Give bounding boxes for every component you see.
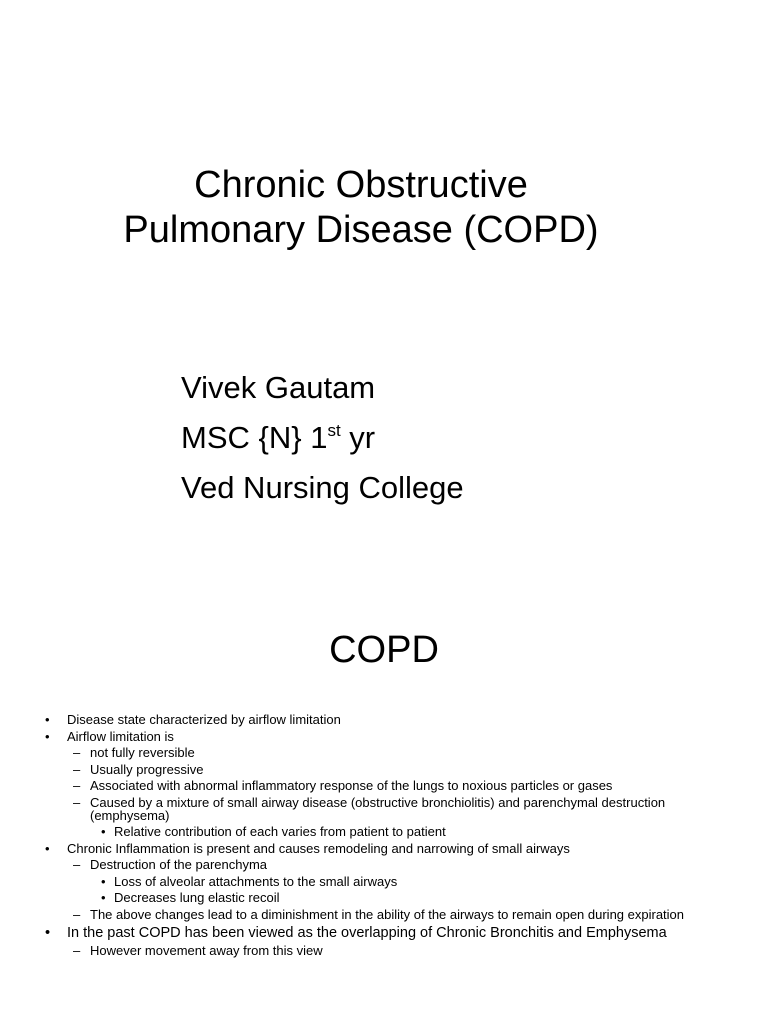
- copd-bullet-list: [0, 712, 768, 959]
- list-item-text: Chronic Inflammation is present and causes remodeling and narrowing of small airways: [67, 840, 570, 856]
- list-item: [0, 745, 768, 762]
- list-item: [0, 924, 768, 943]
- list-item: [0, 907, 768, 924]
- list-item: [0, 795, 768, 824]
- list-item-text: Loss of alveolar attachments to the small airways: [114, 873, 398, 889]
- list-item-text: However movement away from this view: [90, 942, 323, 958]
- list-item: [0, 874, 768, 891]
- bullet-marker: •: [45, 728, 50, 744]
- dash-marker: –: [73, 942, 81, 958]
- degree-suffix: yr: [340, 420, 376, 455]
- slide-title-line-2: Pulmonary Disease (COPD): [123, 209, 599, 251]
- list-item: [0, 778, 768, 795]
- list-item-text: Decreases lung elastic recoil: [114, 890, 280, 906]
- list-item-text: Usually progressive: [90, 761, 204, 777]
- list-item-text: Disease state characterized by airflow limitation: [67, 712, 341, 727]
- list-item: [0, 712, 768, 729]
- bullet-marker: •: [45, 712, 50, 727]
- dash-marker: –: [73, 794, 81, 810]
- list-item-text: Airflow limitation is: [67, 728, 174, 744]
- author-college: Ved Nursing College: [181, 470, 464, 505]
- degree-prefix: MSC {N} 1: [181, 420, 328, 455]
- author-name: Vivek Gautam: [181, 370, 376, 405]
- dash-marker: –: [73, 906, 81, 922]
- dash-marker: –: [73, 857, 81, 873]
- dash-marker: –: [73, 761, 81, 777]
- list-item-text: not fully reversible: [90, 745, 195, 761]
- author-degree: [181, 413, 464, 463]
- list-item: [0, 762, 768, 779]
- bullet-marker: •: [101, 890, 106, 906]
- list-item-text: Caused by a mixture of small airway disease (obstructive bronchiolitis) and parenchymal destruction (emphysema): [90, 794, 666, 823]
- dash-marker: –: [73, 778, 81, 794]
- list-item: [0, 890, 768, 907]
- bullet-marker: •: [45, 840, 50, 856]
- bullet-marker: •: [101, 873, 106, 889]
- list-item: [0, 857, 768, 874]
- bullet-marker: •: [101, 823, 106, 839]
- list-item-text: Associated with abnormal inflammatory response of the lungs to noxious particles or gases: [90, 778, 613, 794]
- copd-heading: COPD: [329, 629, 439, 671]
- list-item-text: Relative contribution of each varies from patient to patient: [114, 823, 446, 839]
- slide-title: [0, 163, 722, 253]
- degree-superscript: st: [327, 421, 341, 440]
- list-item-text: Destruction of the parenchyma: [90, 857, 268, 873]
- list-item-text: In the past COPD has been viewed as the overlapping of Chronic Bronchitis and Emphysema: [67, 924, 667, 941]
- list-item: [0, 841, 768, 858]
- list-item: [0, 729, 768, 746]
- bullet-marker: •: [45, 924, 51, 941]
- list-item: [0, 824, 768, 841]
- slide-title-line-1: Chronic Obstructive: [194, 164, 528, 206]
- list-item: [0, 943, 768, 960]
- dash-marker: –: [73, 745, 81, 761]
- list-item-text: The above changes lead to a diminishment in the ability of the airways to remain open during expiration: [90, 906, 685, 922]
- author-block: [181, 363, 464, 513]
